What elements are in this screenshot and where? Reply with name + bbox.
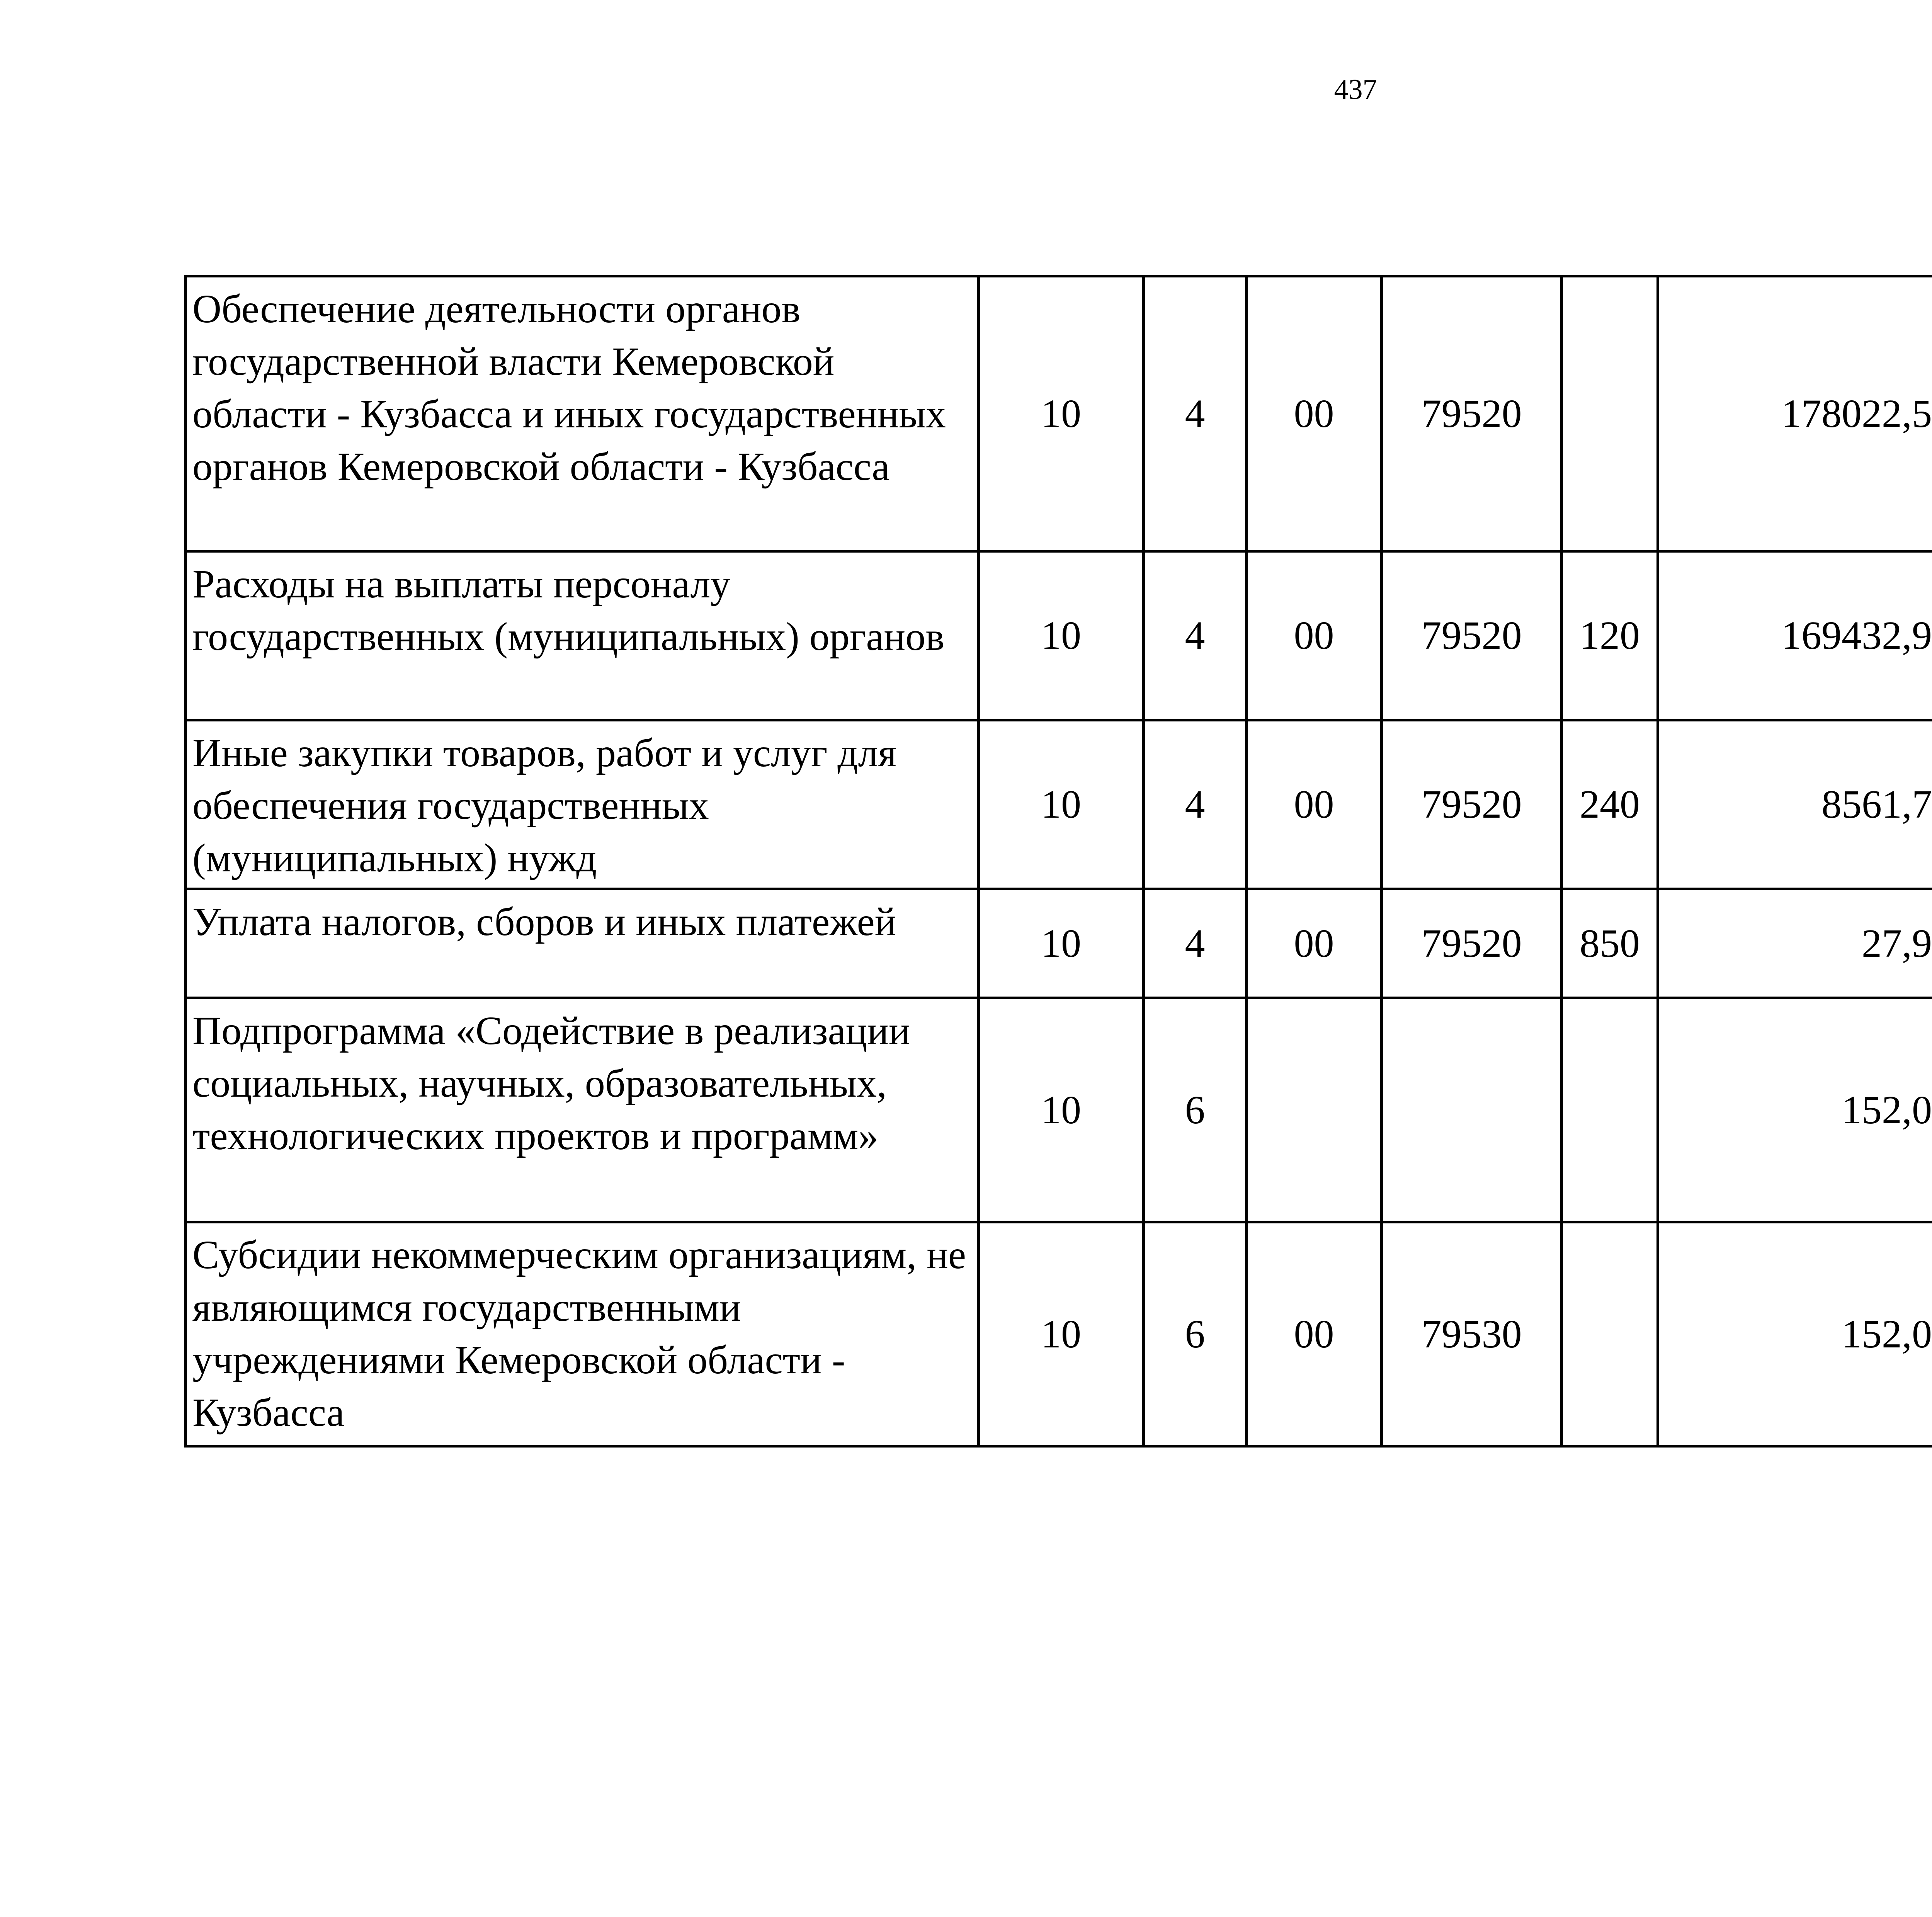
section-code-cell: 10 <box>979 551 1144 720</box>
section-code-cell: 10 <box>979 276 1144 551</box>
page-number: 437 <box>1334 74 1377 105</box>
row-name-cell: Подпрограмма «Содействие в реализации социальных, научных, образовательных, технологических проектов и программ» <box>186 998 979 1222</box>
amount-cell-1: 152,0 <box>1658 1222 1932 1446</box>
row-name-cell: Субсидии некоммерческим организациям, не являющимся государственными учреждениями Кемеровской области - Кузбасса <box>186 1222 979 1446</box>
expense-type-cell: 120 <box>1562 551 1658 720</box>
table-row <box>186 276 1932 551</box>
row-name-cell: Иные закупки товаров, работ и услуг для обеспечения государственных (муниципальных) нужд <box>186 720 979 889</box>
budget-table <box>184 275 1932 1448</box>
expense-type-cell: 850 <box>1562 889 1658 998</box>
program-code-cell: 00 <box>1247 1222 1382 1446</box>
amount-cell-1: 169432,9 <box>1658 551 1932 720</box>
section-code-cell: 10 <box>979 1222 1144 1446</box>
direction-code-cell <box>1382 998 1562 1222</box>
program-code-cell: 00 <box>1247 276 1382 551</box>
table-row <box>186 551 1932 720</box>
expense-type-cell <box>1562 1222 1658 1446</box>
table-row <box>186 720 1932 889</box>
direction-code-cell: 79520 <box>1382 551 1562 720</box>
direction-code-cell: 79520 <box>1382 889 1562 998</box>
expense-type-cell: 240 <box>1562 720 1658 889</box>
row-name-cell: Уплата налогов, сборов и иных платежей <box>186 889 979 998</box>
program-code-cell: 00 <box>1247 551 1382 720</box>
program-code-cell <box>1247 998 1382 1222</box>
row-name-cell: Обеспечение деятельности органов государственной власти Кемеровской области - Кузбасса и иных государственных органов Кемеровской области - Кузбасса <box>186 276 979 551</box>
subsection-code-cell: 6 <box>1144 1222 1247 1446</box>
expense-type-cell <box>1562 998 1658 1222</box>
subsection-code-cell: 4 <box>1144 551 1247 720</box>
subsection-code-cell: 4 <box>1144 276 1247 551</box>
amount-cell-1: 27,9 <box>1658 889 1932 998</box>
section-code-cell: 10 <box>979 720 1144 889</box>
amount-cell-1: 8561,7 <box>1658 720 1932 889</box>
expense-type-cell <box>1562 276 1658 551</box>
table-row <box>186 998 1932 1222</box>
amount-cell-1: 152,0 <box>1658 998 1932 1222</box>
section-code-cell: 10 <box>979 889 1144 998</box>
amount-cell-1: 178022,5 <box>1658 276 1932 551</box>
row-name-cell: Расходы на выплаты персоналу государственных (муниципальных) органов <box>186 551 979 720</box>
program-code-cell: 00 <box>1247 889 1382 998</box>
table-row <box>186 1222 1932 1446</box>
direction-code-cell: 79530 <box>1382 1222 1562 1446</box>
table-row <box>186 889 1932 998</box>
subsection-code-cell: 4 <box>1144 889 1247 998</box>
program-code-cell: 00 <box>1247 720 1382 889</box>
direction-code-cell: 79520 <box>1382 720 1562 889</box>
section-code-cell: 10 <box>979 998 1144 1222</box>
subsection-code-cell: 4 <box>1144 720 1247 889</box>
subsection-code-cell: 6 <box>1144 998 1247 1222</box>
direction-code-cell: 79520 <box>1382 276 1562 551</box>
